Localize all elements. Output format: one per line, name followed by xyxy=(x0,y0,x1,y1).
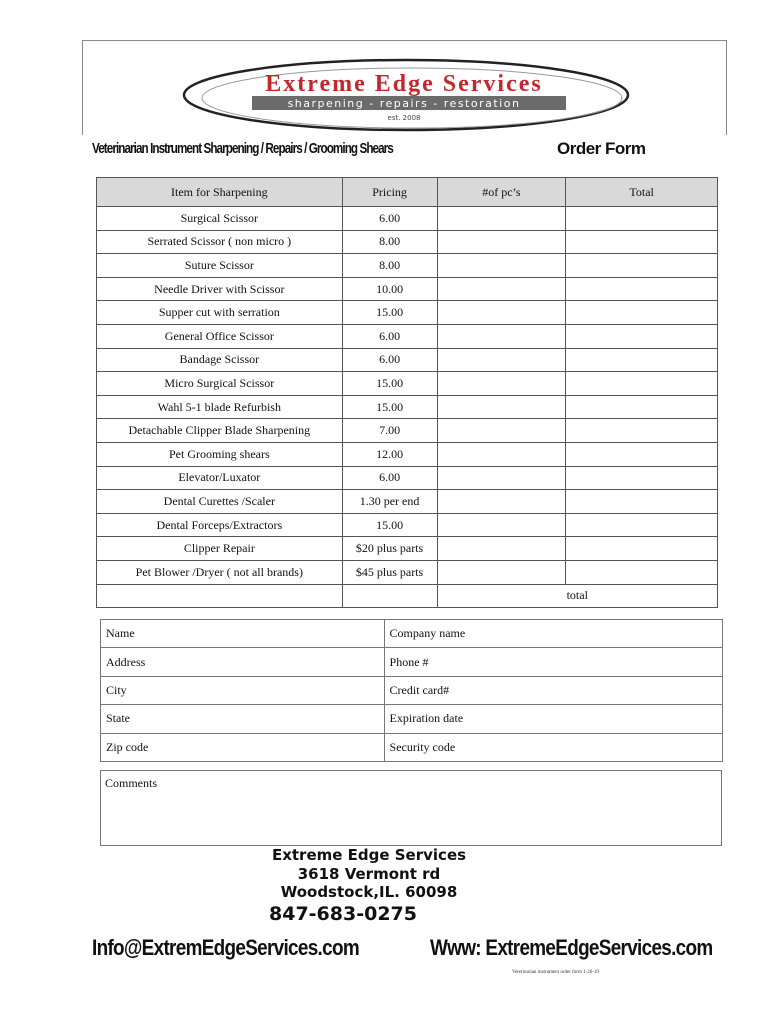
item-price: 15.00 xyxy=(342,301,437,325)
item-quantity-cell[interactable] xyxy=(437,395,566,419)
item-price: $45 plus parts xyxy=(342,560,437,584)
item-name: Dental Forceps/Extractors xyxy=(97,513,343,537)
item-name: Supper cut with serration xyxy=(97,301,343,325)
item-quantity-cell[interactable] xyxy=(437,372,566,396)
item-quantity-cell[interactable] xyxy=(437,254,566,278)
contact-phone: 847-683-0275 xyxy=(269,903,417,925)
table-row xyxy=(97,207,718,231)
info-row xyxy=(101,620,723,648)
item-quantity-cell[interactable] xyxy=(437,442,566,466)
item-name: Pet Grooming shears xyxy=(97,442,343,466)
info-field-left[interactable]: City xyxy=(101,676,385,704)
info-row xyxy=(101,648,723,676)
contact-street: 3618 Vermont rd xyxy=(297,865,441,883)
footnote: Veterinarian instrument order form 1-26-19 xyxy=(512,970,599,975)
item-quantity-cell[interactable] xyxy=(437,348,566,372)
item-price: 7.00 xyxy=(342,419,437,443)
info-field-right[interactable]: Credit card# xyxy=(384,676,722,704)
item-total-cell[interactable] xyxy=(566,324,718,348)
item-price: 8.00 xyxy=(342,230,437,254)
item-total-cell[interactable] xyxy=(566,537,718,561)
contact-email[interactable]: Info@ExtremEdgeServices.com xyxy=(92,935,359,960)
item-price: 1.30 per end xyxy=(342,490,437,514)
order-form-title: Order Form xyxy=(557,139,646,158)
item-price: 10.00 xyxy=(342,277,437,301)
info-field-left[interactable]: Zip code xyxy=(101,733,385,761)
item-total-cell[interactable] xyxy=(566,254,718,278)
contact-company: Extreme Edge Services xyxy=(271,846,467,864)
column-header-pricing: Pricing xyxy=(342,178,437,207)
item-name: Surgical Scissor xyxy=(97,207,343,231)
table-row xyxy=(97,348,718,372)
item-quantity-cell[interactable] xyxy=(437,419,566,443)
info-field-right[interactable]: Security code xyxy=(384,733,722,761)
item-name: Detachable Clipper Blade Sharpening xyxy=(97,419,343,443)
info-field-right[interactable]: Company name xyxy=(384,620,722,648)
item-price: 6.00 xyxy=(342,207,437,231)
item-name: Dental Curettes /Scaler xyxy=(97,490,343,514)
item-quantity-cell[interactable] xyxy=(437,560,566,584)
item-total-cell[interactable] xyxy=(566,372,718,396)
info-row xyxy=(101,705,723,733)
item-price: 15.00 xyxy=(342,372,437,396)
item-name: Suture Scissor xyxy=(97,254,343,278)
comments-label: Comments xyxy=(105,776,158,790)
contact-city: Woodstock,IL. 60098 xyxy=(280,883,458,901)
total-label: total xyxy=(437,584,718,608)
item-name: General Office Scissor xyxy=(97,324,343,348)
page-title: Veterinarian Instrument Sharpening / Repairs / Grooming Shears xyxy=(92,140,393,157)
item-price: 12.00 xyxy=(342,442,437,466)
item-name: Pet Blower /Dryer ( not all brands) xyxy=(97,560,343,584)
table-row xyxy=(97,513,718,537)
pricing-table xyxy=(96,177,718,608)
item-quantity-cell[interactable] xyxy=(437,513,566,537)
table-row xyxy=(97,277,718,301)
info-field-left[interactable]: State xyxy=(101,705,385,733)
info-field-right[interactable]: Phone # xyxy=(384,648,722,676)
item-name: Wahl 5-1 blade Refurbish xyxy=(97,395,343,419)
table-row xyxy=(97,537,718,561)
table-row xyxy=(97,372,718,396)
item-price: 15.00 xyxy=(342,513,437,537)
info-field-left[interactable]: Address xyxy=(101,648,385,676)
table-row xyxy=(97,230,718,254)
item-total-cell[interactable] xyxy=(566,301,718,325)
table-row xyxy=(97,490,718,514)
table-row xyxy=(97,301,718,325)
table-row xyxy=(97,254,718,278)
info-field-left[interactable]: Name xyxy=(101,620,385,648)
table-row xyxy=(97,395,718,419)
item-quantity-cell[interactable] xyxy=(437,230,566,254)
item-total-cell[interactable] xyxy=(566,348,718,372)
item-quantity-cell[interactable] xyxy=(437,301,566,325)
item-price: $20 plus parts xyxy=(342,537,437,561)
logo-tagline: sharpening - repairs - restoration xyxy=(287,97,521,110)
item-total-cell[interactable] xyxy=(566,395,718,419)
item-quantity-cell[interactable] xyxy=(437,207,566,231)
info-row xyxy=(101,733,723,761)
table-row xyxy=(97,442,718,466)
total-row-blank-price xyxy=(342,584,437,608)
item-price: 6.00 xyxy=(342,324,437,348)
info-row xyxy=(101,676,723,704)
item-total-cell[interactable] xyxy=(566,560,718,584)
company-logo xyxy=(182,58,630,132)
item-price: 8.00 xyxy=(342,254,437,278)
contact-website[interactable]: Www: ExtremeEdgeServices.com xyxy=(430,935,713,960)
customer-info-table xyxy=(100,619,723,762)
item-name: Bandage Scissor xyxy=(97,348,343,372)
info-field-right[interactable]: Expiration date xyxy=(384,705,722,733)
table-row xyxy=(97,560,718,584)
item-total-cell[interactable] xyxy=(566,207,718,231)
item-name: Elevator/Luxator xyxy=(97,466,343,490)
item-name: Micro Surgical Scissor xyxy=(97,372,343,396)
table-header-row xyxy=(97,178,718,207)
item-name: Serrated Scissor ( non micro ) xyxy=(97,230,343,254)
table-row xyxy=(97,324,718,348)
item-price: 6.00 xyxy=(342,348,437,372)
column-header-item: Item for Sharpening xyxy=(97,178,343,207)
item-total-cell[interactable] xyxy=(566,442,718,466)
item-total-cell[interactable] xyxy=(566,466,718,490)
total-row-blank xyxy=(97,584,343,608)
item-total-cell[interactable] xyxy=(566,419,718,443)
table-row xyxy=(97,466,718,490)
item-quantity-cell[interactable] xyxy=(437,490,566,514)
item-total-cell[interactable] xyxy=(566,490,718,514)
item-total-cell[interactable] xyxy=(566,230,718,254)
total-row xyxy=(97,584,718,608)
table-row xyxy=(97,419,718,443)
item-name: Clipper Repair xyxy=(97,537,343,561)
logo-est: est. 2008 xyxy=(387,114,421,122)
item-total-cell[interactable] xyxy=(566,513,718,537)
column-header-total: Total xyxy=(566,178,718,207)
item-quantity-cell[interactable] xyxy=(437,324,566,348)
item-total-cell[interactable] xyxy=(566,277,718,301)
item-price: 6.00 xyxy=(342,466,437,490)
item-price: 15.00 xyxy=(342,395,437,419)
item-quantity-cell[interactable] xyxy=(437,466,566,490)
column-header-pieces: #of pc’s xyxy=(437,178,566,207)
logo-name: Extreme Edge Services xyxy=(265,71,543,97)
item-quantity-cell[interactable] xyxy=(437,277,566,301)
comments-box[interactable] xyxy=(100,770,722,846)
item-quantity-cell[interactable] xyxy=(437,537,566,561)
item-name: Needle Driver with Scissor xyxy=(97,277,343,301)
